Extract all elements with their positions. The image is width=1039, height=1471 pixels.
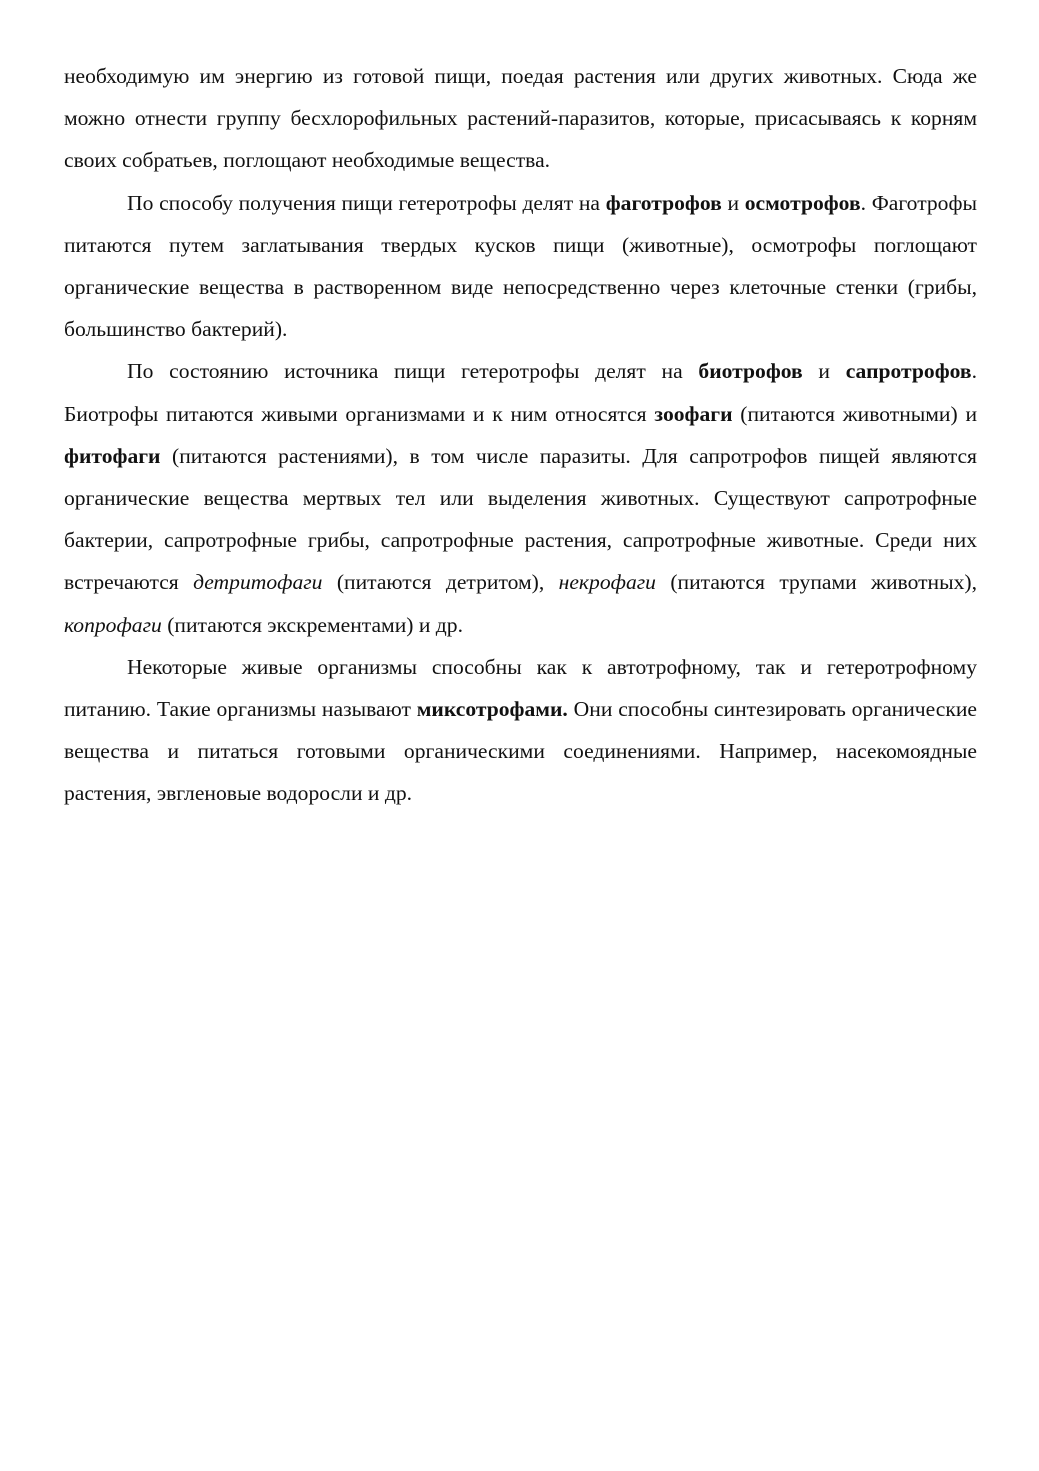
text-span: Они способны синтезировать органические вещества и питаться готовыми органическими соединениями. Например, насекомоядные растения, эвгленовые водоросли и др. bbox=[64, 697, 977, 806]
text-span: необходимую им энергию из готовой пищи, поедая растения или других животных. Сюда же можно отнести группу бесхлорофильных растений-паразитов, которые, присасываясь к корням своих собратьев, поглощают необходимые вещества. bbox=[64, 64, 977, 173]
term-coprophages: копрофаги bbox=[64, 612, 162, 637]
text-span: . Биотрофы питаются живыми организмами и к ним относятся bbox=[64, 359, 977, 426]
term-phytophages: фитофаги bbox=[64, 443, 161, 468]
text-span: (питаются детритом), bbox=[322, 570, 559, 595]
term-detritophages: детритофаги bbox=[193, 570, 323, 595]
text-span: и bbox=[721, 190, 745, 215]
term-zoophages: зоофаги bbox=[654, 401, 733, 426]
paragraph-4 bbox=[64, 646, 977, 815]
text-span: По способу получения пищи гетеротрофы делят на bbox=[127, 190, 606, 215]
text-span: (питаются экскрементами) и др. bbox=[161, 612, 463, 637]
paragraph-3 bbox=[64, 350, 977, 645]
term-necrophages: некрофаги bbox=[558, 570, 656, 595]
document-page bbox=[64, 55, 977, 815]
text-span: По состоянию источника пищи гетеротрофы делят на bbox=[127, 359, 699, 384]
term-osmotrophs: осмотрофов bbox=[744, 190, 861, 215]
text-span: Некоторые живые организмы способны как к автотрофному, так и гетеротрофному питанию. Такие организмы называют bbox=[64, 654, 977, 722]
text-span: и bbox=[802, 359, 846, 384]
text-span: . Фаготрофы питаются путем заглатывания твердых кусков пищи (животные), осмотрофы поглощают органические вещества в растворенном виде непосредственно через клеточные стенки (грибы, большинство бактерий). bbox=[64, 190, 977, 342]
term-biotrophs: биотрофов bbox=[698, 359, 803, 384]
text-span: (питаются растениями), в том числе паразиты. Для сапротрофов пищей являются органические вещества мертвых тел или выделения животных. Существуют сапротрофные бактерии, сапротрофные грибы, сапротрофные растения, сапротрофные животные. Среди них встречаются bbox=[64, 443, 977, 595]
term-saprotrophs: сапротрофов bbox=[845, 359, 972, 384]
term-phagotrophs: фаготрофов bbox=[605, 190, 722, 215]
term-mixotrophs: миксотрофами. bbox=[416, 697, 568, 722]
text-span: (питаются трупами животных), bbox=[655, 570, 977, 595]
paragraph-1 bbox=[64, 55, 977, 182]
text-span: (питаются животными) и bbox=[732, 401, 977, 426]
paragraph-2 bbox=[64, 182, 977, 351]
